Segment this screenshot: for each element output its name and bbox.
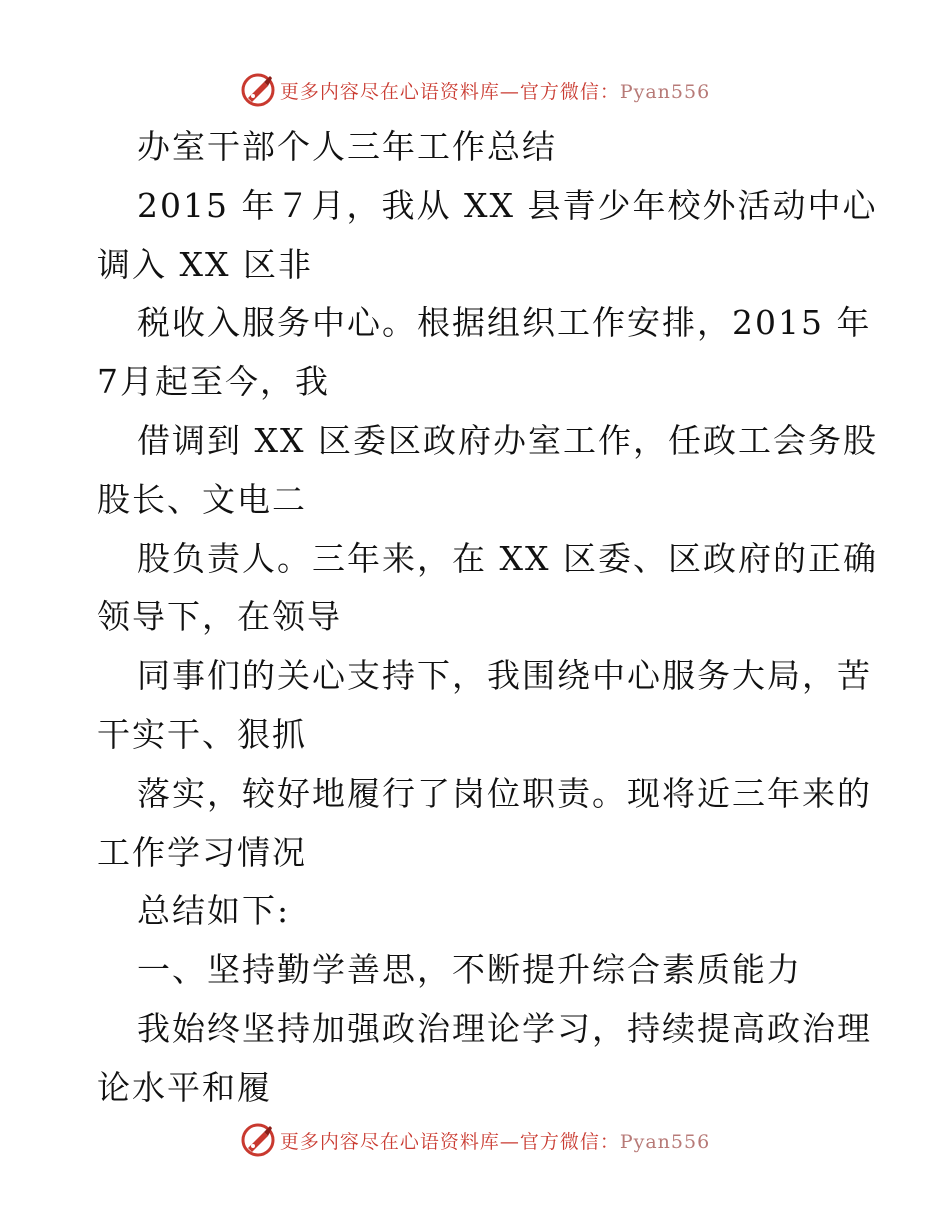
text-line: 我始终坚持加强政治理论学习，持续提高政治理: [137, 1008, 872, 1048]
text-line: 股负责人。三年来，在 XX 区委、区政府的正确: [137, 538, 878, 578]
banner-text: 更多内容尽在心语资料库—官方微信：Pyan556: [279, 80, 711, 103]
logo-icon: [240, 72, 276, 108]
text-line: 同事们的关心支持下，我围绕中心服务大局，苦: [137, 656, 872, 696]
footer-banner: [0, 1120, 950, 1160]
text-line: 领导下，在领导: [97, 597, 342, 637]
logo-icon: [240, 1122, 276, 1158]
text-line: 税收入服务中心。根据组织工作安排，2015 年: [137, 303, 872, 343]
text-line: 干实干、狠抓: [97, 714, 307, 754]
document-body: [97, 118, 878, 1118]
text-line: 工作学习情况: [97, 832, 307, 872]
text-line: 借调到 XX 区委区政府办室工作，任政工会务股: [137, 420, 878, 460]
header-banner: [0, 70, 950, 110]
text-line: 总结如下:: [137, 891, 291, 931]
text-line: 7月起至今，我: [97, 362, 330, 402]
text-line: 股长、文电二: [97, 479, 307, 519]
text-line: 办室干部个人三年工作总结: [137, 127, 557, 166]
text-line: 调入 XX 区非: [97, 244, 313, 284]
text-line: 落实，较好地履行了岗位职责。现将近三年来的: [137, 773, 872, 813]
text-line: 论水平和履: [97, 1067, 272, 1107]
text-line: 2015 年７月，我从 XX 县青少年校外活动中心: [137, 185, 878, 225]
banner-text: 更多内容尽在心语资料库—官方微信：Pyan556: [279, 1130, 711, 1153]
text-line: 一、坚持勤学善思，不断提升综合素质能力: [137, 950, 802, 990]
